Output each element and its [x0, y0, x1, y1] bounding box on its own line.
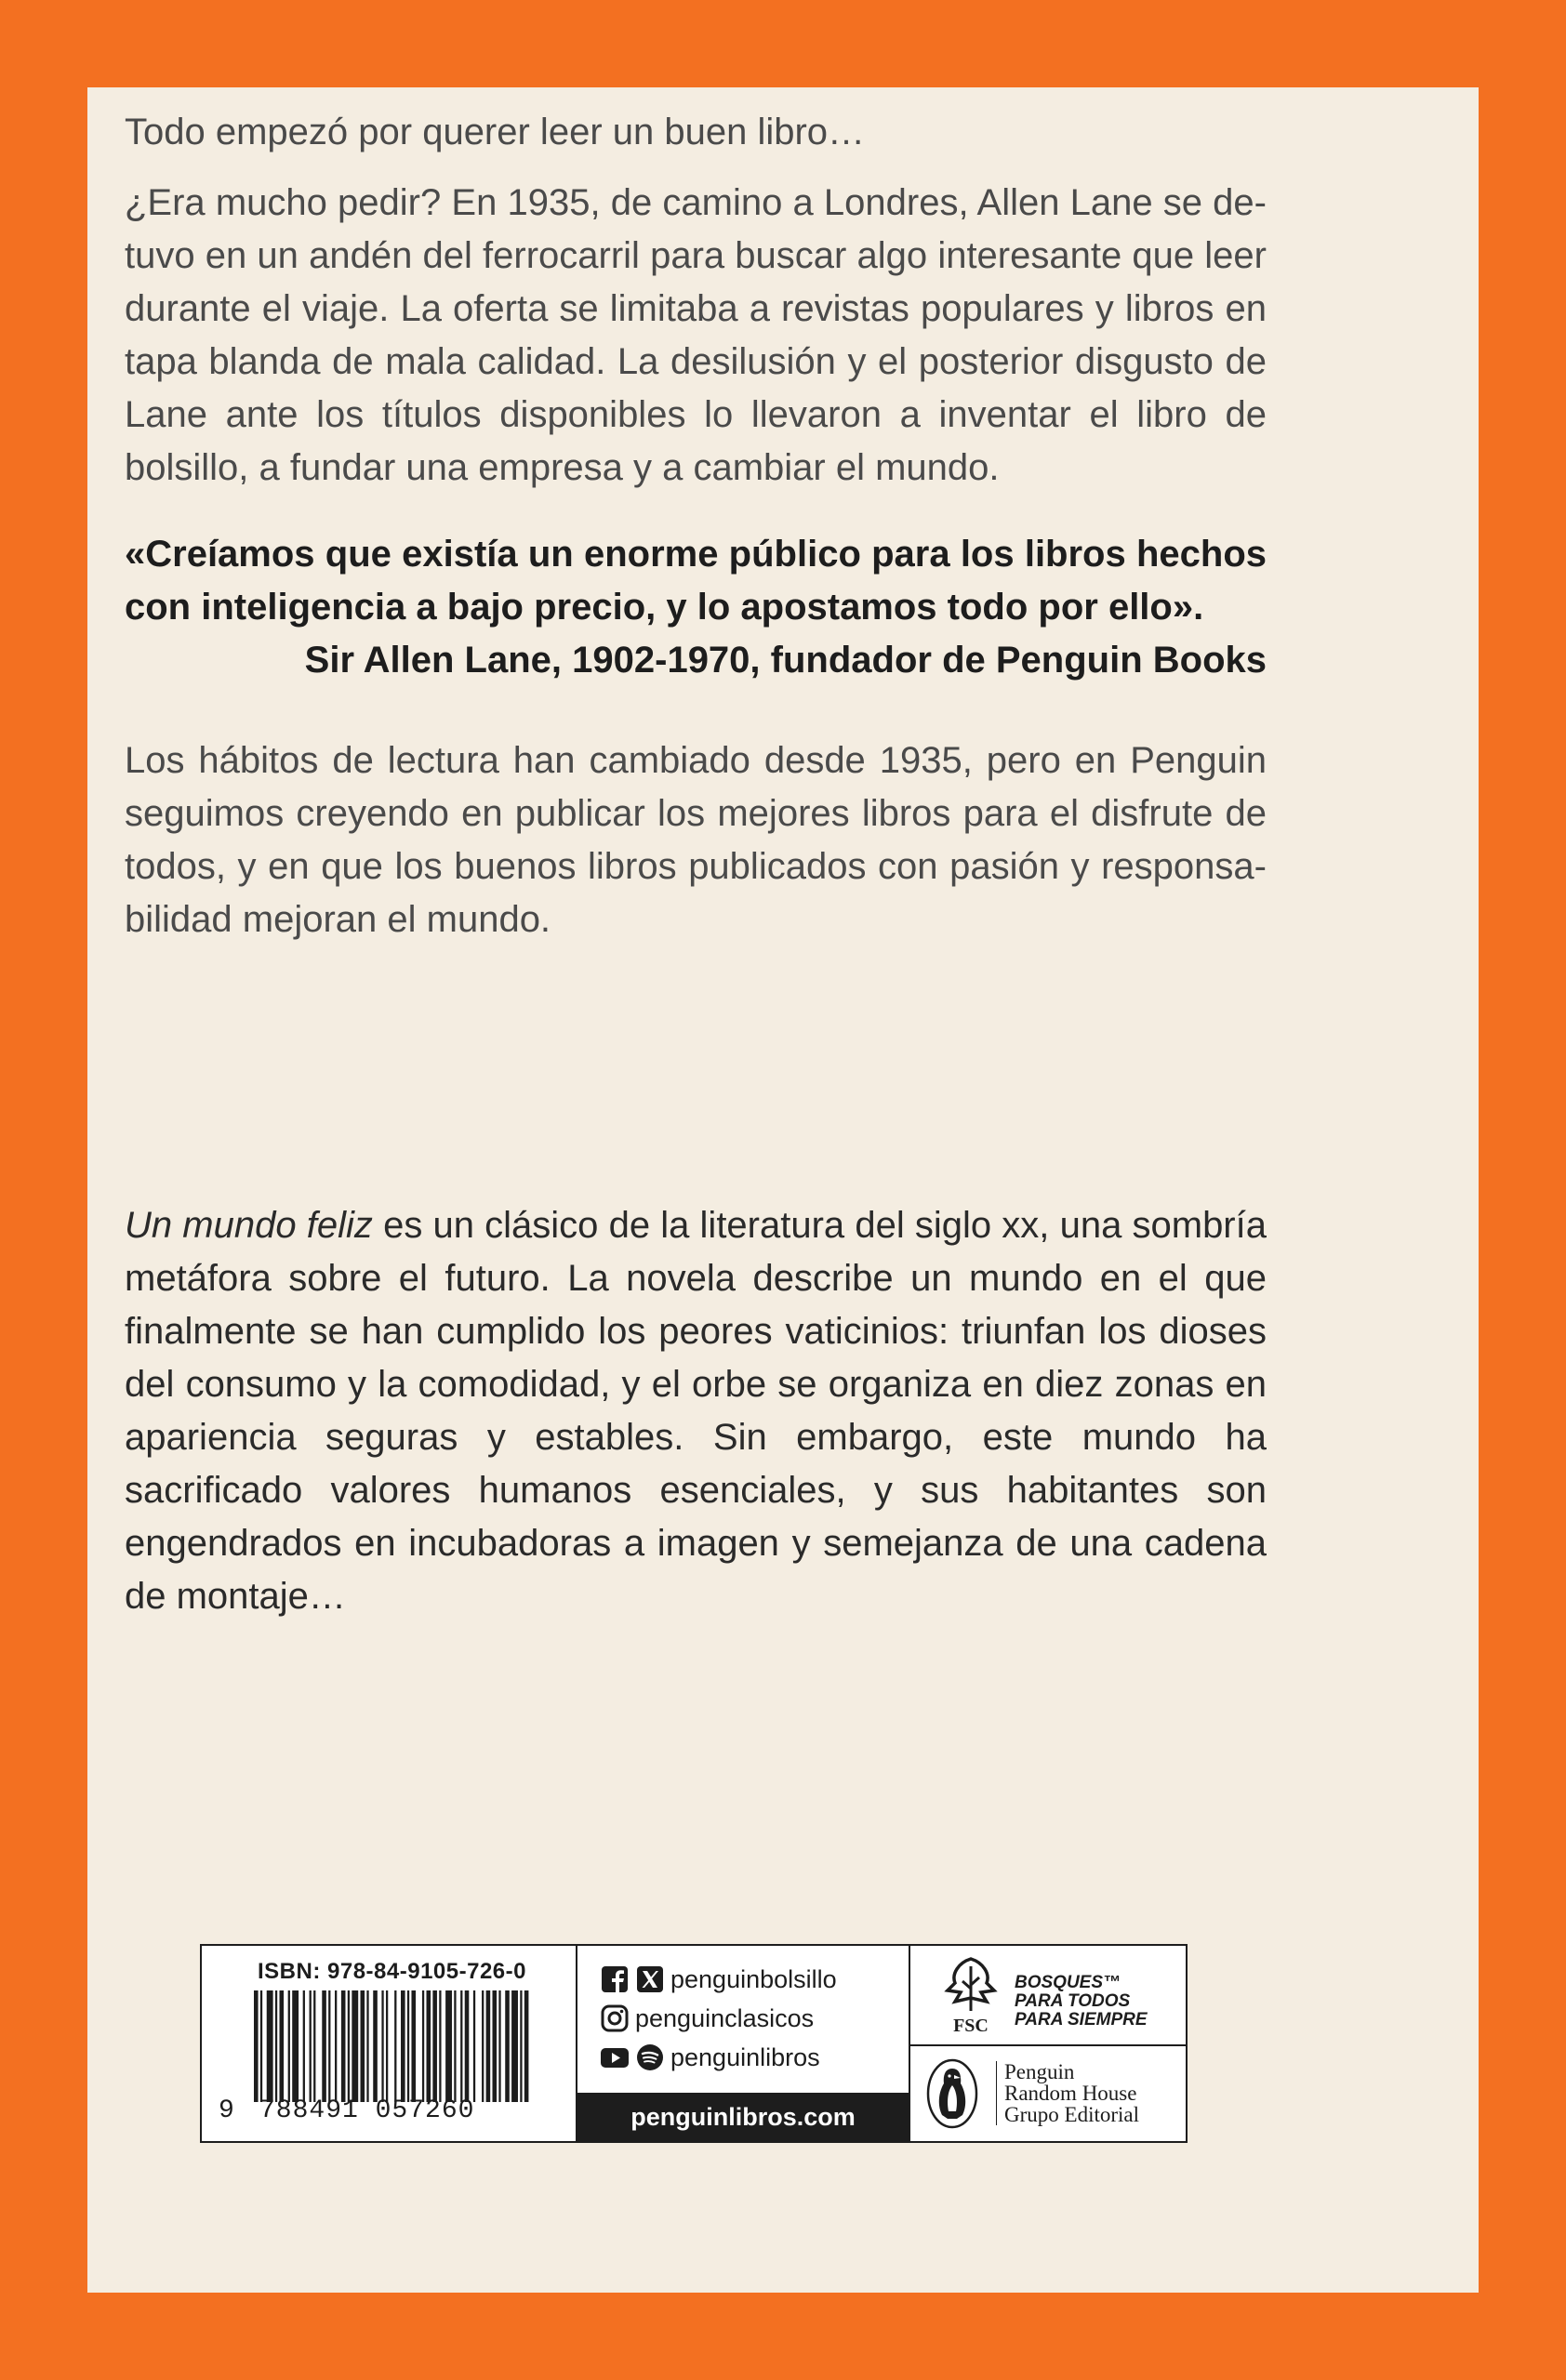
barcode-bar	[492, 1990, 497, 2102]
barcode-bar	[432, 1990, 437, 2102]
barcode-bar	[427, 1990, 431, 2102]
barcode-bar	[505, 1990, 510, 2102]
synopsis-text: es un clásico de la literatura del siglo xx, una sombría metáfora sobre el futuro. La novela describe un mundo en el que finalmente se han cumplido los peores vaticinios: triunfan los dioses del consumo y la comodidad, y el orbe se organiza en diez zonas en apariencia seguras y estables. Sin embargo, este mundo ha sacrificado valores humanos esenciales, y sus habitantes son engendrados en incubadoras a imagen y semejanza de una cadena de montaje…	[125, 1205, 1267, 1617]
barcode-bar	[439, 1990, 441, 2102]
barcode-bar	[373, 1990, 378, 2102]
fsc-line-2: PARA TODOS	[1015, 1991, 1131, 2011]
social-cell	[577, 1946, 910, 2141]
barcode-bar	[381, 1990, 383, 2102]
barcode-bar	[328, 1990, 330, 2102]
social-row-bolsillo[interactable]	[600, 1961, 837, 1998]
penguin-logo-icon	[925, 2057, 979, 2130]
quote-text: «Creíamos que existía un enorme público para los libros hechos con inteligencia a bajo precio, y lo apostamos todo por ello».	[125, 534, 1267, 628]
barcode-bar	[366, 1990, 368, 2102]
barcode-bar	[267, 1990, 273, 2102]
barcode-bar	[352, 1990, 358, 2102]
barcode-bar	[445, 1990, 452, 2102]
habits-paragraph: Los hábitos de lectura han cambiado desde 1935, pero en Penguin seguimos creyendo en publicar los mejores libros para el disfrute de todos, y en que los buenos libros publicados con pasión y responsabilidad mejoran el mundo.	[125, 740, 1267, 940]
barcode-cell	[202, 1946, 577, 2141]
quote-attribution: Sir Allen Lane, 1902-1970, fundador de Penguin Books	[304, 640, 1267, 681]
handle-clasicos: penguinclasicos	[635, 2003, 815, 2032]
barcode-bar	[482, 1990, 484, 2102]
fsc-tree-icon	[938, 1953, 1003, 2037]
barcode-bar	[341, 1990, 346, 2102]
barcode-bar	[511, 1990, 518, 2102]
barcode-bar	[401, 1990, 405, 2102]
barcode-bar	[288, 1990, 290, 2102]
publisher-line-1: Penguin	[1004, 2060, 1075, 2083]
social-row-libros[interactable]	[600, 2039, 820, 2076]
barcode-bar	[498, 1990, 500, 2102]
barcode-bar	[322, 1990, 326, 2102]
publisher-name	[996, 2061, 1139, 2125]
social-row-clasicos[interactable]	[600, 2000, 814, 2037]
fsc-cell	[910, 1946, 1186, 2046]
barcode-bar	[279, 1990, 284, 2102]
info-box	[200, 1944, 1188, 2143]
fsc-slogan	[1015, 1974, 1148, 2030]
barcode-bar	[348, 1990, 350, 2102]
intro-line: Todo empezó por querer leer un buen libro…	[125, 112, 866, 152]
isbn-label: ISBN: 978-84-9105-726-0	[258, 1959, 526, 1984]
barcode-bar	[361, 1990, 365, 2102]
handle-libros: penguinlibros	[670, 2043, 820, 2071]
barcode-bar	[313, 1990, 315, 2102]
barcode-bar	[524, 1990, 529, 2102]
barcode-bar	[292, 1990, 299, 2102]
barcode-bar	[335, 1990, 337, 2102]
intro-paragraph: ¿Era mucho pedir? En 1935, de camino a Londres, Allen Lane se detuvo en un andén del ferrocarril para buscar algo interesante que leer durante el viaje. La oferta se limitaba a revistas populares y libros en tapa blanda de mala calidad. La desilusión y el posterior disgusto de Lane ante los títulos disponibles lo llevaron a inventar el libro de bolsillo, a fundar una empresa y a cambiar el mundo.	[125, 182, 1267, 488]
barcode-bar	[303, 1990, 305, 2102]
barcode-bar	[394, 1990, 396, 2102]
barcode-bar	[454, 1990, 456, 2102]
synopsis-paragraph	[125, 1199, 1267, 1623]
barcode-bar	[275, 1990, 277, 2102]
ean-digits: 788491 057260	[259, 2096, 475, 2125]
publisher-line-2: Random House	[1004, 2082, 1137, 2105]
lane-quote-block	[125, 528, 1267, 687]
barcode-bar	[254, 1990, 259, 2102]
fsc-line-3: PARA SIEMPRE	[1015, 2010, 1148, 2030]
publisher-line-3: Grupo Editorial	[1004, 2103, 1139, 2126]
fsc-logo-label: FSC	[953, 2016, 989, 2036]
website-link[interactable]: penguinlibros.com	[577, 2093, 909, 2141]
barcode-bar	[460, 1990, 462, 2102]
barcode-bar	[465, 1990, 470, 2102]
barcode-bar	[520, 1990, 522, 2102]
barcode-bar	[407, 1990, 409, 2102]
barcode-bar	[386, 1990, 388, 2102]
x-icon	[635, 1964, 665, 1994]
barcode-bar	[473, 1990, 475, 2102]
ean-first-digit: 9	[219, 2096, 234, 2125]
instagram-icon	[600, 2003, 630, 2033]
barcode-bar	[486, 1990, 491, 2102]
barcode-image	[254, 1990, 533, 2102]
youtube-icon	[600, 2043, 630, 2072]
handle-bolsillo: penguinbolsillo	[670, 1964, 837, 1993]
barcode-bar	[260, 1990, 262, 2102]
publisher-cell	[910, 2046, 1186, 2141]
barcode-bar	[411, 1990, 416, 2102]
spotify-icon	[635, 2043, 665, 2072]
barcode-bar	[422, 1990, 424, 2102]
book-title: Un mundo feliz	[125, 1205, 373, 1246]
fsc-line-1: BOSQUES™	[1015, 1973, 1121, 1992]
facebook-icon	[600, 1964, 630, 1994]
barcode-bar	[310, 1990, 312, 2102]
